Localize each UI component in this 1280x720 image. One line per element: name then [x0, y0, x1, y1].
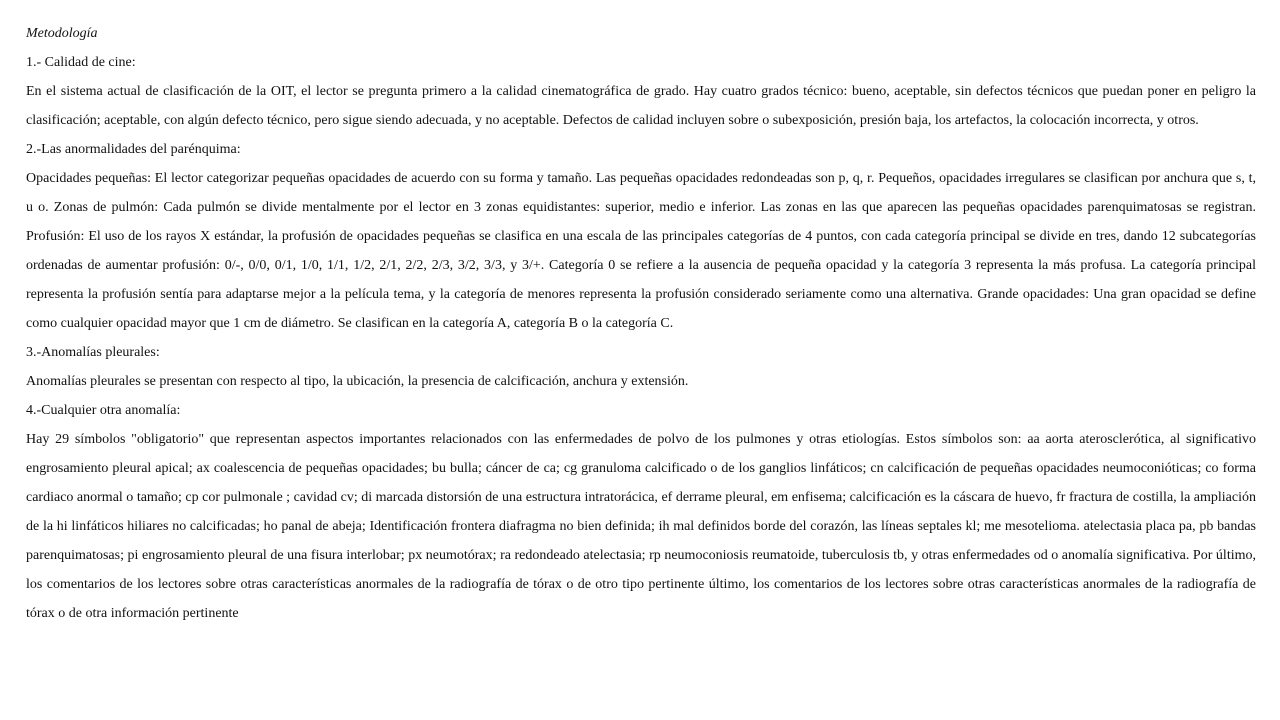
section-body-film-quality: En el sistema actual de clasificación de la OIT, el lector se pregunta primero a la calidad cinematográfica de grado. Hay cuatro grados técnico: bueno, aceptable, sin defectos técnicos que puedan poner en peligro la clasificación; aceptable, con algún defecto técnico, pero sigue siendo adecuada, y no aceptable. Defectos de calidad incluyen sobre o subexposición, presión baja, los artefactos, la colocación incorrecta, y otros. — [26, 84, 1256, 128]
section-body-parenchymal: Opacidades pequeñas: El lector categorizar pequeñas opacidades de acuerdo con su forma y tamaño. Las pequeñas opacidades redondeadas son p, q, r. Pequeños, opacidades irregulares se clasifican por anchura que s, t, u o. Zonas de pulmón: Cada pulmón se divide mentalmente por el lector en 3 zonas equidistantes: superior, medio e inferior. Las zonas en las que aparecen las pequeñas opacidades parenquimatosas se registran. Profusión: El uso de los rayos X estándar, la profusión de opacidades pequeñas se clasifica en una escala de las principales categorías de 4 puntos, con cada categoría principal se divide en tres, dando 12 subcategorías ordenadas de aumentar profusión: 0/-, 0/0, 0/1, 1/0, 1/1, 1/2, 2/1, 2/2, 2/3, 3/2, 3/3, y 3/+. Categoría 0 se refiere a la ausencia de pequeña opacidad y la categoría 3 representa la más profusa. La categoría principal representa la profusión sentía para adaptarse mejor a la película tema, y la categoría de menores representa la profusión considerado seriamente como una alternativa. Grande opacidades: Una gran opacidad se define como cualquier opacidad mayor que 1 cm de diámetro. Se clasifican en la categoría A, categoría B o la categoría C. — [26, 171, 1256, 331]
section-body-pleural: Anomalías pleurales se presentan con respecto al tipo, la ubicación, la presencia de calcificación, anchura y extensión. — [26, 374, 689, 389]
section-heading-pleural: 3.-Anomalías pleurales: — [26, 345, 160, 360]
section-heading-other: 4.-Cualquier otra anomalía: — [26, 403, 181, 418]
document-title: Metodología — [26, 26, 98, 41]
section-heading-parenchymal: 2.-Las anormalidades del parénquima: — [26, 142, 241, 157]
section-body-other: Hay 29 símbolos "obligatorio" que representan aspectos importantes relacionados con las enfermedades de polvo de los pulmones y otras etiologías. Estos símbolos son: aa aorta aterosclerótica, al significativo engrosamiento pleural apical; ax coalescencia de pequeñas opacidades; bu bulla; cáncer de ca; cg granuloma calcificado o de los ganglios linfáticos; cn calcificación de pequeñas opacidades neumoconióticas; co forma cardiaco anormal o tamaño; cp cor pulmonale ; cavidad cv; di marcada distorsión de una estructura intratorácica, ef derrame pleural, em enfisema; calcificación es la cáscara de huevo, fr fractura de costilla, la ampliación de la hi linfáticos hiliares no calcificadas; ho panal de abeja; Identificación frontera diafragma no bien definida; ih mal definidos borde del corazón, las líneas septales kl; me mesotelioma. atelectasia placa pa, pb bandas parenquimatosas; pi engrosamiento pleural de una fisura interlobar; px neumotórax; ra redondeado atelectasia; rp neumoconiosis reumatoide, tuberculosis tb, y otras enfermedades od o anomalía significativa. Por último, los comentarios de los lectores sobre otras características anormales de la radiografía de tórax o de otro tipo pertinente último, los comentarios de los lectores sobre otras características anormales de la radiografía de tórax o de otra información pertinente — [26, 432, 1256, 621]
section-heading-film-quality: 1.- Calidad de cine: — [26, 55, 136, 70]
